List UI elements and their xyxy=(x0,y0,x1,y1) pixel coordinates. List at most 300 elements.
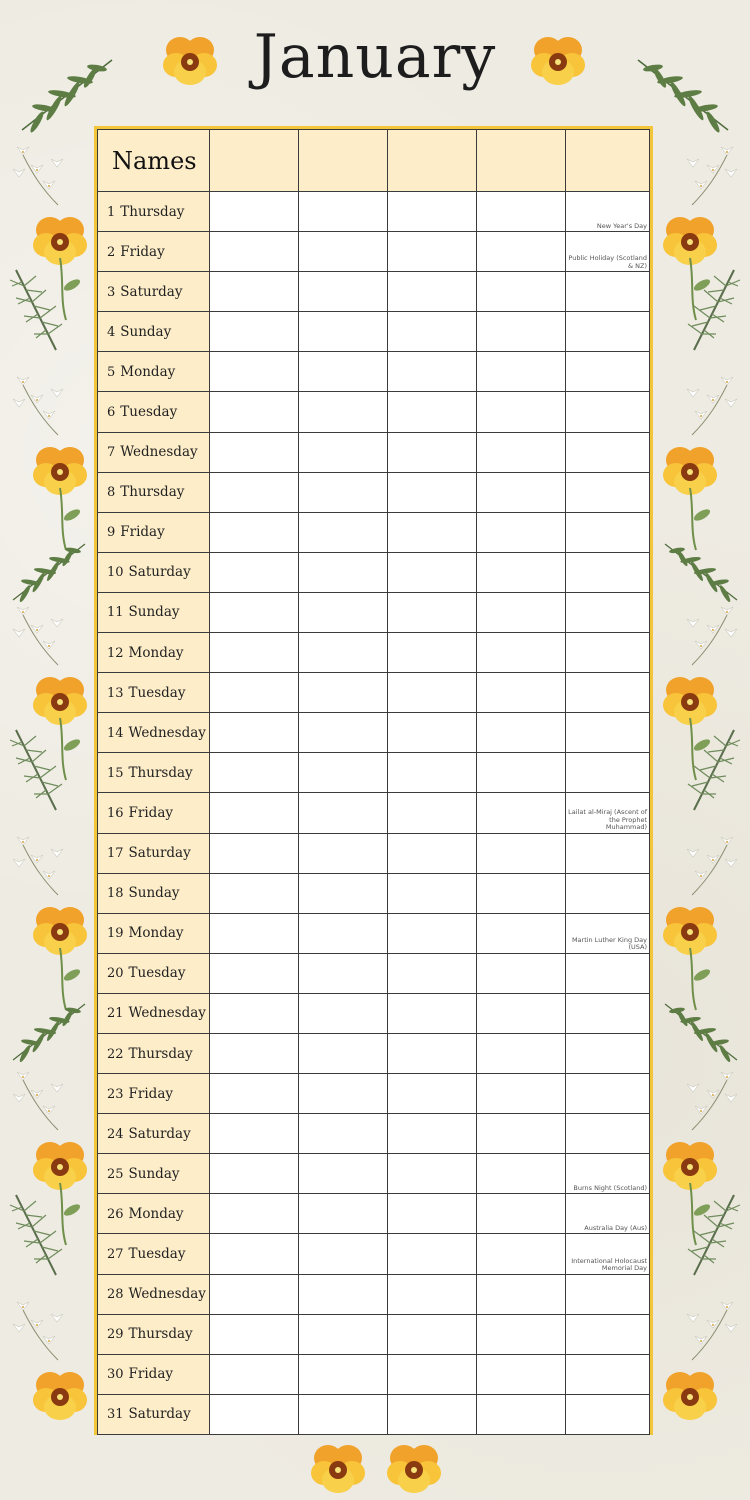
entry-cell[interactable] xyxy=(299,432,388,472)
entry-cell[interactable] xyxy=(210,793,299,833)
entry-cell[interactable] xyxy=(566,512,650,552)
day-label xyxy=(98,192,210,232)
entry-cell[interactable] xyxy=(210,1194,299,1234)
entry-cell[interactable] xyxy=(477,1314,566,1354)
name-column-4[interactable] xyxy=(477,130,566,192)
day-row xyxy=(98,833,650,873)
entry-cell[interactable] xyxy=(477,432,566,472)
day-row xyxy=(98,1234,650,1274)
weekday-name: Wednesday xyxy=(120,444,198,461)
weekday-name: Friday xyxy=(120,524,165,541)
day-row xyxy=(98,192,650,232)
day-number: 2 xyxy=(107,244,116,260)
weekday-name: Saturday xyxy=(120,283,183,300)
day-label xyxy=(98,512,210,552)
entry-cell[interactable] xyxy=(210,232,299,272)
entry-cell[interactable] xyxy=(477,552,566,592)
day-row xyxy=(98,953,650,993)
entry-cell[interactable] xyxy=(477,392,566,432)
entry-cell[interactable] xyxy=(299,913,388,953)
entry-cell[interactable] xyxy=(299,1154,388,1194)
weekday-name: Sunday xyxy=(128,1165,180,1182)
entry-cell[interactable] xyxy=(299,633,388,673)
entry-cell[interactable] xyxy=(477,1354,566,1394)
entry-cell[interactable] xyxy=(210,1354,299,1394)
day-number: 22 xyxy=(107,1046,124,1062)
entry-cell[interactable] xyxy=(477,873,566,913)
entry-cell[interactable] xyxy=(210,512,299,552)
day-label xyxy=(98,312,210,352)
weekday-name: Saturday xyxy=(128,564,191,581)
day-number: 24 xyxy=(107,1126,124,1142)
pansy-icon xyxy=(298,1440,378,1500)
entry-cell[interactable] xyxy=(566,793,650,833)
entry-cell[interactable] xyxy=(388,432,477,472)
day-number: 19 xyxy=(107,926,124,942)
entry-cell[interactable] xyxy=(299,472,388,512)
entry-cell[interactable] xyxy=(388,793,477,833)
entry-cell[interactable] xyxy=(388,1114,477,1154)
day-number: 1 xyxy=(107,204,116,220)
day-number: 18 xyxy=(107,886,124,902)
entry-cell[interactable] xyxy=(210,913,299,953)
day-number: 11 xyxy=(107,605,124,621)
day-number: 6 xyxy=(107,405,116,421)
day-number: 30 xyxy=(107,1367,124,1383)
entry-cell[interactable] xyxy=(477,993,566,1033)
day-number: 3 xyxy=(107,284,116,300)
day-number: 12 xyxy=(107,645,124,661)
entry-cell[interactable] xyxy=(566,592,650,632)
day-row xyxy=(98,272,650,312)
day-label xyxy=(98,1274,210,1314)
day-label xyxy=(98,1033,210,1073)
entry-cell[interactable] xyxy=(566,833,650,873)
entry-cell[interactable] xyxy=(210,272,299,312)
entry-cell[interactable] xyxy=(388,1154,477,1194)
entry-cell[interactable] xyxy=(210,1274,299,1314)
name-column-5[interactable] xyxy=(566,130,650,192)
entry-cell[interactable] xyxy=(299,272,388,312)
entry-cell[interactable] xyxy=(299,713,388,753)
entry-cell[interactable] xyxy=(388,953,477,993)
entry-cell[interactable] xyxy=(388,1074,477,1114)
entry-cell[interactable] xyxy=(477,713,566,753)
entry-cell[interactable] xyxy=(210,552,299,592)
entry-cell[interactable] xyxy=(388,1394,477,1434)
name-column-2[interactable] xyxy=(299,130,388,192)
entry-cell[interactable] xyxy=(299,1274,388,1314)
entry-cell[interactable] xyxy=(566,1074,650,1114)
entry-cell[interactable] xyxy=(566,312,650,352)
entry-cell[interactable] xyxy=(477,753,566,793)
entry-cell[interactable] xyxy=(299,1194,388,1234)
entry-cell[interactable] xyxy=(299,1394,388,1434)
day-row xyxy=(98,1154,650,1194)
entry-cell[interactable] xyxy=(566,392,650,432)
day-row xyxy=(98,1074,650,1114)
entry-cell[interactable] xyxy=(566,673,650,713)
day-label xyxy=(98,272,210,312)
entry-cell[interactable] xyxy=(388,1354,477,1394)
entry-cell[interactable] xyxy=(299,833,388,873)
entry-cell[interactable] xyxy=(210,753,299,793)
entry-cell[interactable] xyxy=(210,1314,299,1354)
day-row xyxy=(98,312,650,352)
entry-cell[interactable] xyxy=(388,512,477,552)
entry-cell[interactable] xyxy=(210,993,299,1033)
weekday-name: Monday xyxy=(128,644,184,661)
entry-cell[interactable] xyxy=(566,873,650,913)
weekday-name: Thursday xyxy=(128,764,193,781)
entry-cell[interactable] xyxy=(299,1234,388,1274)
day-label xyxy=(98,592,210,632)
weekday-name: Thursday xyxy=(128,1045,193,1062)
day-number: 31 xyxy=(107,1407,124,1423)
day-number: 10 xyxy=(107,565,124,581)
entry-cell[interactable] xyxy=(388,873,477,913)
entry-cell[interactable] xyxy=(566,432,650,472)
entry-cell[interactable] xyxy=(388,192,477,232)
entry-cell[interactable] xyxy=(477,472,566,512)
holiday-note: Lailat al-Miraj (Ascent of the Prophet Muhammad) xyxy=(568,808,647,831)
entry-cell[interactable] xyxy=(566,753,650,793)
day-number: 17 xyxy=(107,846,124,862)
pansy-icon xyxy=(518,20,598,100)
entry-cell[interactable] xyxy=(566,913,650,953)
day-row xyxy=(98,793,650,833)
day-number: 7 xyxy=(107,445,116,461)
entry-cell[interactable] xyxy=(388,673,477,713)
entry-cell[interactable] xyxy=(566,552,650,592)
day-row xyxy=(98,1354,650,1394)
entry-cell[interactable] xyxy=(388,272,477,312)
fern-icon xyxy=(8,30,138,140)
day-row xyxy=(98,633,650,673)
weekday-name: Saturday xyxy=(128,845,191,862)
entry-cell[interactable] xyxy=(388,592,477,632)
day-label xyxy=(98,1234,210,1274)
entry-cell[interactable] xyxy=(388,913,477,953)
entry-cell[interactable] xyxy=(477,673,566,713)
entry-cell[interactable] xyxy=(388,1314,477,1354)
entry-cell[interactable] xyxy=(566,993,650,1033)
right-floral-border xyxy=(662,140,742,1440)
day-label xyxy=(98,833,210,873)
weekday-name: Wednesday xyxy=(128,724,206,741)
day-number: 25 xyxy=(107,1166,124,1182)
entry-cell[interactable] xyxy=(566,1354,650,1394)
weekday-name: Saturday xyxy=(128,1125,191,1142)
entry-cell[interactable] xyxy=(299,312,388,352)
entry-cell[interactable] xyxy=(388,232,477,272)
entry-cell[interactable] xyxy=(477,352,566,392)
entry-cell[interactable] xyxy=(210,873,299,913)
entry-cell[interactable] xyxy=(210,1074,299,1114)
weekday-name: Thursday xyxy=(120,203,185,220)
entry-cell[interactable] xyxy=(388,472,477,512)
entry-cell[interactable] xyxy=(299,392,388,432)
entry-cell[interactable] xyxy=(388,1033,477,1073)
day-row xyxy=(98,512,650,552)
day-row xyxy=(98,1194,650,1234)
entry-cell[interactable] xyxy=(210,1154,299,1194)
entry-cell[interactable] xyxy=(210,1033,299,1073)
weekday-name: Friday xyxy=(120,243,165,260)
day-label xyxy=(98,552,210,592)
entry-cell[interactable] xyxy=(477,1194,566,1234)
entry-cell[interactable] xyxy=(477,633,566,673)
entry-cell[interactable] xyxy=(210,1394,299,1434)
day-number: 27 xyxy=(107,1246,124,1262)
day-label xyxy=(98,1314,210,1354)
day-label xyxy=(98,1194,210,1234)
entry-cell[interactable] xyxy=(299,552,388,592)
entry-cell[interactable] xyxy=(210,472,299,512)
day-label xyxy=(98,633,210,673)
entry-cell[interactable] xyxy=(477,272,566,312)
weekday-name: Tuesday xyxy=(128,684,186,701)
entry-cell[interactable] xyxy=(299,592,388,632)
entry-cell[interactable] xyxy=(210,352,299,392)
day-row xyxy=(98,873,650,913)
entry-cell[interactable] xyxy=(299,352,388,392)
entry-cell[interactable] xyxy=(388,1274,477,1314)
entry-cell[interactable] xyxy=(477,192,566,232)
entry-cell[interactable] xyxy=(299,993,388,1033)
header-row xyxy=(98,130,650,192)
weekday-name: Sunday xyxy=(120,323,172,340)
names-header: Names xyxy=(98,130,210,192)
entry-cell[interactable] xyxy=(566,192,650,232)
entry-cell[interactable] xyxy=(566,1314,650,1354)
day-number: 20 xyxy=(107,966,124,982)
entry-cell[interactable] xyxy=(477,1234,566,1274)
weekday-name: Friday xyxy=(128,1366,174,1383)
entry-cell[interactable] xyxy=(477,1074,566,1114)
entry-cell[interactable] xyxy=(566,232,650,272)
day-row xyxy=(98,913,650,953)
entry-cell[interactable] xyxy=(566,352,650,392)
day-row xyxy=(98,1033,650,1073)
entry-cell[interactable] xyxy=(566,1274,650,1314)
weekday-name: Friday xyxy=(128,1085,174,1102)
day-label xyxy=(98,913,210,953)
weekday-name: Sunday xyxy=(128,885,180,902)
weekday-name: Wednesday xyxy=(128,1286,206,1303)
weekday-name: Tuesday xyxy=(128,1245,186,1262)
holiday-note: Australia Day (Aus) xyxy=(584,1223,647,1232)
entry-cell[interactable] xyxy=(388,633,477,673)
day-label xyxy=(98,1154,210,1194)
entry-cell[interactable] xyxy=(388,552,477,592)
day-row xyxy=(98,993,650,1033)
entry-cell[interactable] xyxy=(566,272,650,312)
day-number: 28 xyxy=(107,1287,124,1303)
day-label xyxy=(98,753,210,793)
day-number: 16 xyxy=(107,805,124,821)
day-label xyxy=(98,352,210,392)
day-row xyxy=(98,673,650,713)
entry-cell[interactable] xyxy=(566,713,650,753)
weekday-name: Monday xyxy=(128,1205,184,1222)
weekday-name: Wednesday xyxy=(128,1005,206,1022)
day-row xyxy=(98,552,650,592)
entry-cell[interactable] xyxy=(299,953,388,993)
entry-cell[interactable] xyxy=(566,1154,650,1194)
day-number: 9 xyxy=(107,525,116,541)
entry-cell[interactable] xyxy=(566,1394,650,1434)
pansy-icon xyxy=(374,1440,454,1500)
weekday-name: Sunday xyxy=(128,604,180,621)
planner-table xyxy=(97,129,650,1435)
weekday-name: Tuesday xyxy=(128,965,186,982)
entry-cell[interactable] xyxy=(299,673,388,713)
entry-cell[interactable] xyxy=(299,1074,388,1114)
entry-cell[interactable] xyxy=(299,753,388,793)
entry-cell[interactable] xyxy=(299,1114,388,1154)
entry-cell[interactable] xyxy=(299,512,388,552)
entry-cell[interactable] xyxy=(210,1234,299,1274)
day-label xyxy=(98,1074,210,1114)
entry-cell[interactable] xyxy=(566,633,650,673)
weekday-name: Monday xyxy=(128,925,184,942)
entry-cell[interactable] xyxy=(388,312,477,352)
entry-cell[interactable] xyxy=(210,192,299,232)
holiday-note: Burns Night (Scotland) xyxy=(573,1183,647,1192)
entry-cell[interactable] xyxy=(388,993,477,1033)
day-label xyxy=(98,432,210,472)
day-label xyxy=(98,392,210,432)
weekday-name: Friday xyxy=(128,804,174,821)
entry-cell[interactable] xyxy=(477,793,566,833)
entry-cell[interactable] xyxy=(388,713,477,753)
entry-cell[interactable] xyxy=(566,1194,650,1234)
day-number: 21 xyxy=(107,1006,124,1022)
holiday-note: Public Holiday (Scotland & NZ) xyxy=(568,254,647,270)
entry-cell[interactable] xyxy=(566,1033,650,1073)
name-column-3[interactable] xyxy=(388,130,477,192)
entry-cell[interactable] xyxy=(210,673,299,713)
entry-cell[interactable] xyxy=(388,1234,477,1274)
entry-cell[interactable] xyxy=(477,512,566,552)
day-number: 5 xyxy=(107,364,116,380)
weekday-name: Tuesday xyxy=(120,404,178,421)
day-label xyxy=(98,873,210,913)
entry-cell[interactable] xyxy=(477,953,566,993)
day-label xyxy=(98,673,210,713)
day-row xyxy=(98,713,650,753)
entry-cell[interactable] xyxy=(388,392,477,432)
entry-cell[interactable] xyxy=(210,1114,299,1154)
entry-cell[interactable] xyxy=(210,833,299,873)
day-row xyxy=(98,1394,650,1434)
day-label xyxy=(98,953,210,993)
weekday-name: Thursday xyxy=(120,484,185,501)
entry-cell[interactable] xyxy=(566,1114,650,1154)
entry-cell[interactable] xyxy=(566,472,650,512)
entry-cell[interactable] xyxy=(210,953,299,993)
entry-cell[interactable] xyxy=(388,833,477,873)
page-title: January xyxy=(253,22,497,92)
day-row xyxy=(98,392,650,432)
day-label xyxy=(98,993,210,1033)
entry-cell[interactable] xyxy=(210,312,299,352)
day-label xyxy=(98,1114,210,1154)
entry-cell[interactable] xyxy=(477,1394,566,1434)
entry-cell[interactable] xyxy=(477,1033,566,1073)
day-row xyxy=(98,753,650,793)
entry-cell[interactable] xyxy=(210,392,299,432)
day-row xyxy=(98,232,650,272)
day-label xyxy=(98,713,210,753)
day-number: 15 xyxy=(107,765,124,781)
entry-cell[interactable] xyxy=(477,1274,566,1314)
entry-cell[interactable] xyxy=(299,1314,388,1354)
name-column-1[interactable] xyxy=(210,130,299,192)
entry-cell[interactable] xyxy=(566,1234,650,1274)
weekday-name: Monday xyxy=(120,363,176,380)
entry-cell[interactable] xyxy=(299,232,388,272)
weekday-name: Thursday xyxy=(128,1326,193,1343)
entry-cell[interactable] xyxy=(388,352,477,392)
left-floral-border xyxy=(8,140,88,1440)
day-label xyxy=(98,232,210,272)
holiday-note: International Holocaust Memorial Day xyxy=(571,1256,647,1273)
day-number: 8 xyxy=(107,485,116,501)
entry-cell[interactable] xyxy=(299,1033,388,1073)
holiday-note: New Year's Day xyxy=(596,221,647,230)
fern-icon xyxy=(612,30,742,140)
day-label xyxy=(98,472,210,512)
day-number: 13 xyxy=(107,685,124,701)
day-row xyxy=(98,1114,650,1154)
day-row xyxy=(98,1274,650,1314)
entry-cell[interactable] xyxy=(477,833,566,873)
entry-cell[interactable] xyxy=(566,953,650,993)
day-label xyxy=(98,1354,210,1394)
entry-cell[interactable] xyxy=(299,192,388,232)
entry-cell[interactable] xyxy=(210,713,299,753)
entry-cell[interactable] xyxy=(477,312,566,352)
entry-cell[interactable] xyxy=(477,1154,566,1194)
entry-cell[interactable] xyxy=(388,753,477,793)
pansy-icon xyxy=(150,20,230,100)
day-row xyxy=(98,472,650,512)
entry-cell[interactable] xyxy=(210,592,299,632)
entry-cell[interactable] xyxy=(477,232,566,272)
entry-cell[interactable] xyxy=(299,873,388,913)
entry-cell[interactable] xyxy=(477,1114,566,1154)
weekday-name: Saturday xyxy=(128,1406,191,1423)
entry-cell[interactable] xyxy=(210,633,299,673)
entry-cell[interactable] xyxy=(299,793,388,833)
day-row xyxy=(98,592,650,632)
day-number: 29 xyxy=(107,1327,124,1343)
entry-cell[interactable] xyxy=(210,432,299,472)
entry-cell[interactable] xyxy=(388,1194,477,1234)
day-row xyxy=(98,432,650,472)
day-row xyxy=(98,352,650,392)
entry-cell[interactable] xyxy=(477,592,566,632)
day-number: 26 xyxy=(107,1206,124,1222)
day-number: 14 xyxy=(107,725,124,741)
day-label xyxy=(98,1394,210,1434)
entry-cell[interactable] xyxy=(299,1354,388,1394)
family-planner-grid xyxy=(94,126,653,1435)
day-number: 4 xyxy=(107,324,116,340)
entry-cell[interactable] xyxy=(477,913,566,953)
